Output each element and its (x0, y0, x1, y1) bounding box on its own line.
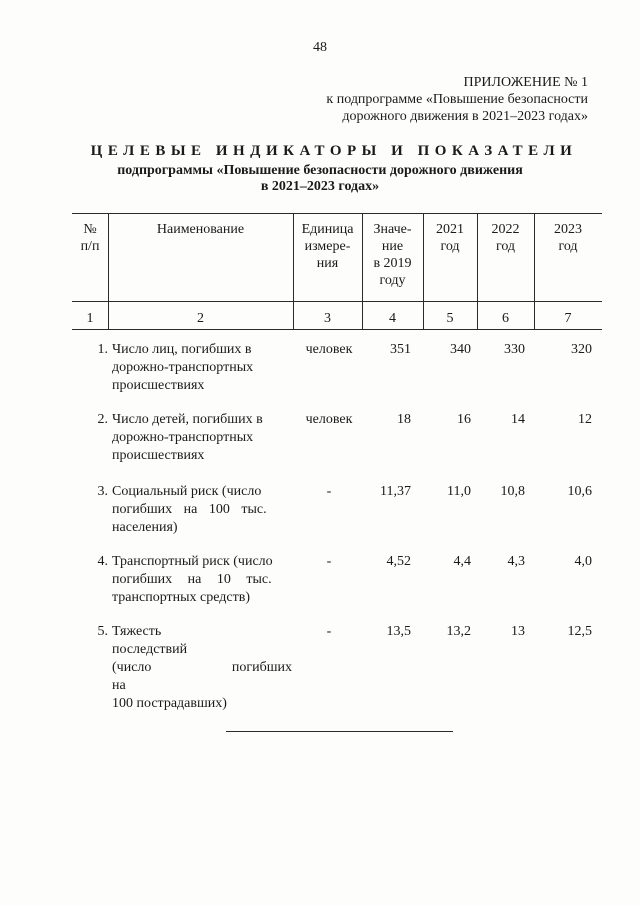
row-name-line: Социальный риск (число (112, 484, 262, 499)
row-value-2019: 13,5 (386, 624, 411, 639)
table-numbering-rule (72, 329, 602, 330)
header-unit-line: Единица (301, 222, 354, 237)
row-value-2022: 10,8 (500, 484, 525, 499)
header-year-line: 2021 (436, 222, 464, 237)
row-name-line: дорожно-транспортных (112, 430, 254, 445)
row-value-2021: 4,4 (453, 554, 471, 569)
column-number: 5 (446, 311, 454, 326)
header-value-line: ние (381, 239, 404, 254)
row-value-2021: 340 (450, 342, 471, 357)
row-value-2022: 14 (511, 412, 525, 427)
document-title-block (0, 143, 640, 195)
row-unit: человек (305, 412, 353, 427)
row-value-2022: 330 (504, 342, 525, 357)
column-number: 3 (324, 311, 331, 326)
column-number: 4 (389, 311, 396, 326)
document-subtitle: подпрограммы «Повышение безопасности дорожного движения (117, 163, 523, 178)
row-value-2021: 16 (457, 412, 471, 427)
header-value-line: в 2019 (373, 256, 412, 271)
row-name (112, 483, 292, 537)
appendix-title: ПРИЛОЖЕНИЕ № 1 (463, 75, 588, 90)
column-number: 2 (197, 311, 204, 326)
header-unit (293, 221, 362, 272)
header-number-line: № (83, 222, 97, 237)
row-number: 3. (97, 484, 108, 499)
row-name-line: Число лиц, погибших в (112, 342, 252, 357)
column-number: 7 (564, 311, 572, 326)
header-unit-line: измере- (304, 239, 351, 254)
row-name-line: (число погибших на (112, 660, 292, 693)
table-header-rule (72, 301, 602, 302)
header-year-line: год (440, 239, 460, 254)
header-year-line: год (558, 239, 578, 254)
row-name-line: погибших на 100 тыс. (112, 502, 267, 517)
row-name-line: Тяжесть последствий (112, 624, 188, 657)
row-value-2021: 11,0 (447, 484, 471, 499)
header-2022 (477, 221, 534, 255)
row-name-line: происшествиях (112, 448, 205, 463)
row-unit: - (326, 624, 332, 639)
row-value-2023: 12 (578, 412, 592, 427)
header-2021 (423, 221, 477, 255)
header-value-2019 (362, 221, 423, 289)
row-name-line: погибших на 10 тыс. (112, 572, 272, 587)
row-name (112, 341, 292, 395)
row-name-line: Число детей, погибших в (112, 412, 263, 427)
end-rule (226, 731, 453, 732)
row-value-2023: 320 (571, 342, 592, 357)
row-unit: - (326, 554, 332, 569)
row-name-line: дорожно-транспортных (112, 360, 254, 375)
appendix-header (326, 74, 588, 125)
row-number: 1. (97, 342, 108, 357)
row-name-line: происшествиях (112, 378, 205, 393)
document-title: ЦЕЛЕВЫЕ ИНДИКАТОРЫ И ПОКАЗАТЕЛИ (90, 143, 578, 159)
row-number: 4. (97, 554, 108, 569)
row-value-2023: 12,5 (567, 624, 592, 639)
row-value-2019: 18 (397, 412, 411, 427)
row-value-2023: 10,6 (567, 484, 592, 499)
header-2023 (534, 221, 602, 255)
row-name-line: 100 пострадавших) (112, 696, 227, 711)
row-name (112, 411, 292, 465)
header-year-line: 2022 (491, 222, 520, 237)
column-number: 1 (86, 311, 94, 326)
header-year-line: год (495, 239, 516, 254)
header-year-line: 2023 (554, 222, 582, 237)
row-unit: человек (305, 342, 353, 357)
row-name (112, 553, 292, 607)
row-name-line: транспортных средств) (112, 590, 251, 605)
header-number (72, 221, 108, 255)
row-name (112, 623, 292, 713)
row-value-2022: 13 (511, 624, 525, 639)
row-value-2019: 11,37 (380, 484, 411, 499)
row-value-2021: 13,2 (446, 624, 471, 639)
row-name-line: населения) (112, 520, 178, 535)
row-number: 2. (97, 412, 108, 427)
column-number: 6 (502, 311, 509, 326)
header-value-line: Значе- (373, 222, 412, 237)
row-value-2019: 351 (390, 342, 411, 357)
row-value-2023: 4,0 (574, 554, 592, 569)
page-number: 48 (313, 40, 327, 55)
row-value-2022: 4,3 (507, 554, 525, 569)
header-value-line: году (379, 273, 406, 288)
row-number: 5. (97, 624, 108, 639)
header-name (108, 221, 293, 238)
header-unit-line: ния (316, 256, 339, 271)
row-unit: - (326, 484, 332, 499)
table-top-rule (72, 213, 602, 214)
document-subtitle-line-2: в 2021–2023 годах» (260, 179, 380, 194)
row-value-2019: 4,52 (386, 554, 411, 569)
header-number-line: п/п (80, 239, 100, 254)
appendix-line-1: к подпрограмме «Повышение безопасности (326, 92, 588, 107)
header-name-line: Наименование (156, 222, 245, 237)
appendix-line-2: дорожного движения в 2021–2023 годах» (342, 109, 588, 124)
row-name-line: Транспортный риск (число (112, 554, 273, 569)
